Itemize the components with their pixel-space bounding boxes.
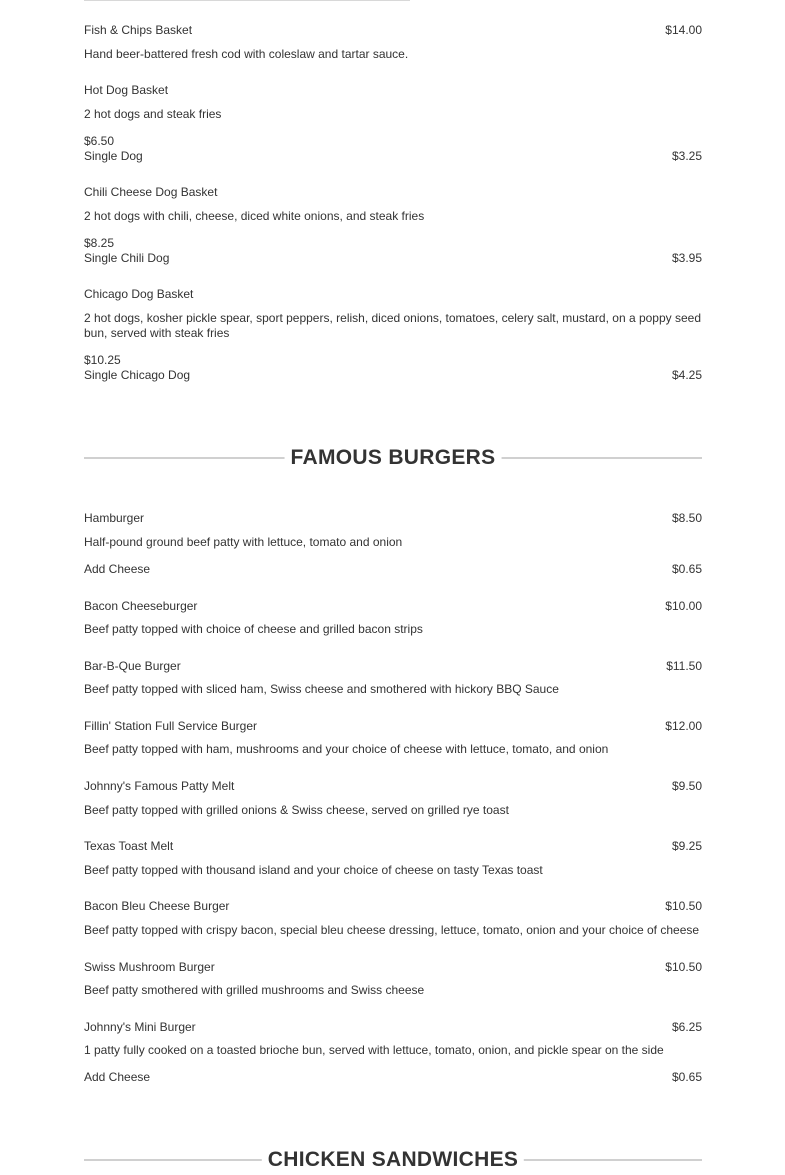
item-description: Half-pound ground beef patty with lettuce, tomato and onion	[84, 535, 403, 549]
menu-item-hot-dog-basket	[84, 83, 702, 98]
section-header-burgers	[84, 443, 702, 473]
item-price: $10.50	[665, 960, 702, 974]
item-name: Chicago Dog Basket	[84, 287, 194, 301]
item-name: Bacon Bleu Cheese Burger	[84, 899, 230, 913]
item-price: $3.25	[671, 149, 702, 163]
item-name: Single Chicago Dog	[84, 368, 191, 382]
item-name: Single Chili Dog	[84, 251, 170, 265]
item-name: Johnny's Mini Burger	[84, 1020, 196, 1034]
item-description: Beef patty topped with choice of cheese and grilled bacon strips	[84, 622, 423, 636]
item-price: $3.95	[671, 251, 702, 265]
item-price: $10.00	[665, 599, 702, 613]
menu-item-hamburger	[84, 511, 702, 526]
item-price: $0.65	[671, 562, 702, 576]
menu-item-chili-cheese-dog-basket	[84, 185, 702, 200]
item-price-line	[84, 236, 702, 251]
item-name: Add Cheese	[84, 562, 151, 576]
menu-item-add-cheese	[84, 1070, 702, 1085]
item-description: Hand beer-battered fresh cod with coleslaw and tartar sauce.	[84, 47, 409, 61]
item-name: Hamburger	[84, 511, 145, 525]
item-price: $10.25	[84, 353, 121, 367]
item-price: $14.00	[665, 23, 702, 37]
item-name: Hot Dog Basket	[84, 83, 169, 97]
menu-item-fish-chips	[84, 23, 702, 38]
section-title: FAMOUS BURGERS	[285, 443, 502, 473]
item-price: $6.25	[671, 1020, 702, 1034]
item-description: Beef patty topped with ham, mushrooms and your choice of cheese with lettuce, tomato, and onion	[84, 742, 609, 756]
menu-item-chicago-dog-basket	[84, 287, 702, 302]
item-name: Bar-B-Que Burger	[84, 659, 181, 673]
cut-off-heading	[84, 0, 410, 1]
item-price: $8.50	[671, 511, 702, 525]
item-name: Johnny's Famous Patty Melt	[84, 779, 235, 793]
menu-item-bacon-bleu-burger	[84, 899, 702, 914]
item-price: $6.50	[84, 134, 115, 148]
item-name: Swiss Mushroom Burger	[84, 960, 215, 974]
item-price: $8.25	[84, 236, 115, 250]
item-description: Beef patty smothered with grilled mushrooms and Swiss cheese	[84, 983, 425, 997]
item-name: Add Cheese	[84, 1070, 151, 1084]
menu-item-add-cheese	[84, 562, 702, 577]
item-description: Beef patty topped with crispy bacon, special bleu cheese dressing, lettuce, tomato, onion and your choice of cheese	[84, 923, 700, 937]
menu-item-patty-melt	[84, 779, 702, 794]
item-price: $9.25	[671, 839, 702, 853]
menu-item-bacon-cheeseburger	[84, 599, 702, 614]
item-price: $4.25	[671, 368, 702, 382]
section-header-chicken	[84, 1145, 702, 1175]
menu-item-texas-toast-melt	[84, 839, 702, 854]
item-description: 2 hot dogs and steak fries	[84, 107, 222, 121]
menu-item-fillin-station-burger	[84, 719, 702, 734]
item-description: 2 hot dogs, kosher pickle spear, sport peppers, relish, diced onions, tomatoes, celery salt, mustard, on a poppy seed bun, served with steak fries	[84, 311, 702, 340]
item-price: $11.50	[666, 659, 702, 673]
item-description: Beef patty topped with thousand island and your choice of cheese on tasty Texas toast	[84, 863, 543, 877]
item-description: 1 patty fully cooked on a toasted brioche bun, served with lettuce, tomato, onion, and pickle spear on the side	[84, 1043, 664, 1057]
item-name: Fillin' Station Full Service Burger	[84, 719, 258, 733]
item-price: $10.50	[665, 899, 702, 913]
item-name: Bacon Cheeseburger	[84, 599, 198, 613]
menu-item-single-dog	[84, 149, 702, 164]
menu-item-bbq-burger	[84, 659, 702, 674]
menu-item-mini-burger	[84, 1020, 702, 1035]
item-description: Beef patty topped with grilled onions & Swiss cheese, served on grilled rye toast	[84, 803, 509, 817]
item-name: Fish & Chips Basket	[84, 23, 193, 37]
item-price: $9.50	[671, 779, 702, 793]
item-price: $0.65	[671, 1070, 702, 1084]
menu-item-swiss-mushroom-burger	[84, 960, 702, 975]
menu-item-single-chili-dog	[84, 251, 702, 266]
item-name: Texas Toast Melt	[84, 839, 174, 853]
item-price-line	[84, 353, 702, 368]
item-price: $12.00	[665, 719, 702, 733]
item-description: Beef patty topped with sliced ham, Swiss cheese and smothered with hickory BBQ Sauce	[84, 682, 559, 696]
item-price-line	[84, 134, 702, 149]
item-name: Single Dog	[84, 149, 143, 163]
menu-item-single-chicago-dog	[84, 368, 702, 383]
item-description: 2 hot dogs with chili, cheese, diced white onions, and steak fries	[84, 209, 425, 223]
item-name: Chili Cheese Dog Basket	[84, 185, 218, 199]
section-title: CHICKEN SANDWICHES	[262, 1145, 524, 1175]
